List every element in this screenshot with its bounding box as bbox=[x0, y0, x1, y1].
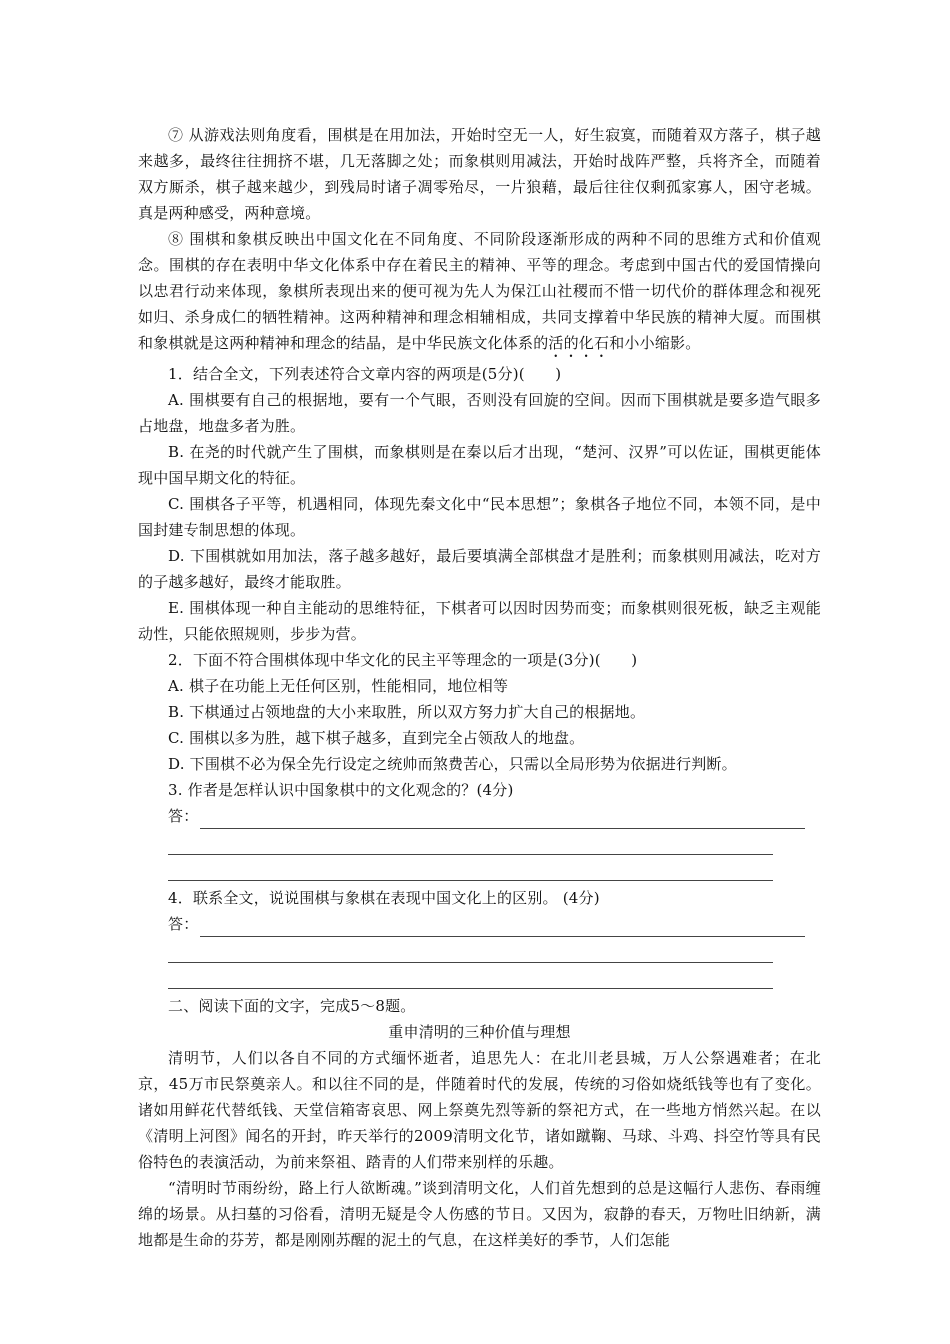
paragraph-8 bbox=[138, 226, 821, 361]
answer-label: 答： bbox=[168, 915, 199, 933]
question-1-option-d: D. 下围棋就如用加法，落子越多越好，最后要填满全部棋盘才是胜利；而象棋则用减法，吃对方的子越多越好，最终才能取胜。 bbox=[138, 547, 821, 591]
paragraph-8-end: 和小小缩影。 bbox=[609, 334, 701, 352]
question-1-option-a: A. 围棋要有自己的根据地，要有一个气眼，否则没有回旋的空间。因而下围棋就是要多造气眼多占地盘，地盘多者为胜。 bbox=[138, 391, 821, 435]
question-2-option-b: B. 下棋通过占领地盘的大小来取胜，所以双方努力扩大自己的根据地。 bbox=[168, 703, 646, 721]
article-paragraph-2: “清明时节雨纷纷，路上行人欲断魂。”谈到清明文化，人们首先想到的总是这幅行人悲伤、春雨缠绵的场景。从扫墓的习俗看，清明无疑是令人伤感的节日。又因为，寂静的春天，万物吐旧纳新，满地都是生命的芬芳，都是刚刚苏醒的泥土的气息，在这样美好的季节，人们怎能 bbox=[138, 1179, 821, 1249]
answer-line[interactable] bbox=[200, 810, 805, 829]
answer-line[interactable] bbox=[168, 855, 773, 881]
answer-line[interactable] bbox=[168, 829, 773, 855]
answer-line[interactable] bbox=[168, 937, 773, 963]
answer-label: 答： bbox=[168, 807, 199, 825]
question-4-stem: 4．联系全文，说说围棋与象棋在表现中国文化上的区别。 (4分) bbox=[168, 889, 600, 907]
answer-line[interactable] bbox=[200, 918, 805, 937]
dotted-phrase: 活的化石 bbox=[548, 334, 610, 352]
question-1-stem: 1．结合全文，下列表述符合文章内容的两项是(5分)( ) bbox=[168, 365, 562, 383]
question-3-stem: 3. 作者是怎样认识中国象棋中的文化观念的？(4分) bbox=[168, 781, 514, 799]
question-2-option-d: D. 下围棋不必为保全先行设定之统帅而煞费苦心，只需以全局形势为依据进行判断。 bbox=[168, 755, 737, 773]
paragraph-7: ⑦ 从游戏法则角度看，围棋是在用加法，开始时空无一人，好生寂寞，而随着双方落子，棋子越来越多，最终往往拥挤不堪，几无落脚之处；而象棋则用减法，开始时战阵严整，兵将齐全，而随着双方厮杀，棋子越来越少，到残局时诸子凋零殆尽，一片狼藉，最后往往仅剩孤家寡人，困守老城。真是两种感受，两种意境。 bbox=[138, 126, 821, 222]
page-content bbox=[138, 122, 821, 1253]
article-paragraph-1: 清明节，人们以各自不同的方式缅怀逝者，追思先人：在北川老县城，万人公祭遇难者；在北京，45万市民祭奠亲人。和以往不同的是，伴随着时代的发展，传统的习俗如烧纸钱等也有了变化。诸如用鲜花代替纸钱、天堂信箱寄哀思、网上祭奠先烈等新的祭祀方式，在一些地方悄然兴起。在以《清明上河图》闻名的开封，昨天举行的2009清明文化节，诸如蹴鞠、马球、斗鸡、抖空竹等具有民俗特色的表演活动，为前来祭祖、踏青的人们带来别样的乐趣。 bbox=[138, 1049, 821, 1171]
question-3-answer-row bbox=[138, 803, 821, 829]
question-2-option-a: A. 棋子在功能上无任何区别，性能相同，地位相等 bbox=[168, 677, 509, 695]
question-1-option-b: B. 在尧的时代就产生了围棋，而象棋则是在秦以后才出现，“楚河、汉界”可以佐证，围棋更能体现中国早期文化的特征。 bbox=[138, 443, 821, 487]
section-2-heading: 二、阅读下面的文字，完成5～8题。 bbox=[168, 997, 416, 1015]
question-4-answer-row bbox=[138, 911, 821, 937]
answer-line[interactable] bbox=[168, 963, 773, 989]
question-2-stem: 2．下面不符合围棋体现中华文化的民主平等理念的一项是(3分)( ) bbox=[168, 651, 638, 669]
article-title: 重申清明的三种价值与理想 bbox=[388, 1023, 571, 1041]
question-1-option-e: E. 围棋体现一种自主能动的思维特征，下棋者可以因时因势而变；而象棋则很死板，缺乏主观能动性，只能依照规则，步步为营。 bbox=[138, 599, 821, 643]
question-1-option-c: C. 围棋各子平等，机遇相同，体现先秦文化中“民本思想”；象棋各子地位不同，本领不同，是中国封建专制思想的体现。 bbox=[138, 495, 821, 539]
question-2-option-c: C. 围棋以多为胜，越下棋子越多，直到完全占领敌人的地盘。 bbox=[168, 729, 585, 747]
paragraph-8-main: ⑧ 围棋和象棋反映出中国文化在不同角度、不同阶段逐渐形成的两种不同的思维方式和价值观念。围棋的存在表明中华文化体系中存在着民主的精神、平等的理念。考虑到中国古代的爱国情操向以忠君行动来体现，象棋所表现出来的便可视为先人为保江山社稷而不惜一切代价的群体理念和视死如归、杀身成仁的牺牲精神。这两种精神和理念相辅相成，共同支撑着中华民族的精神大厦。而围棋和象棋就是这两种精神和理念的结晶，是中华民族文化体系的 bbox=[138, 230, 821, 352]
